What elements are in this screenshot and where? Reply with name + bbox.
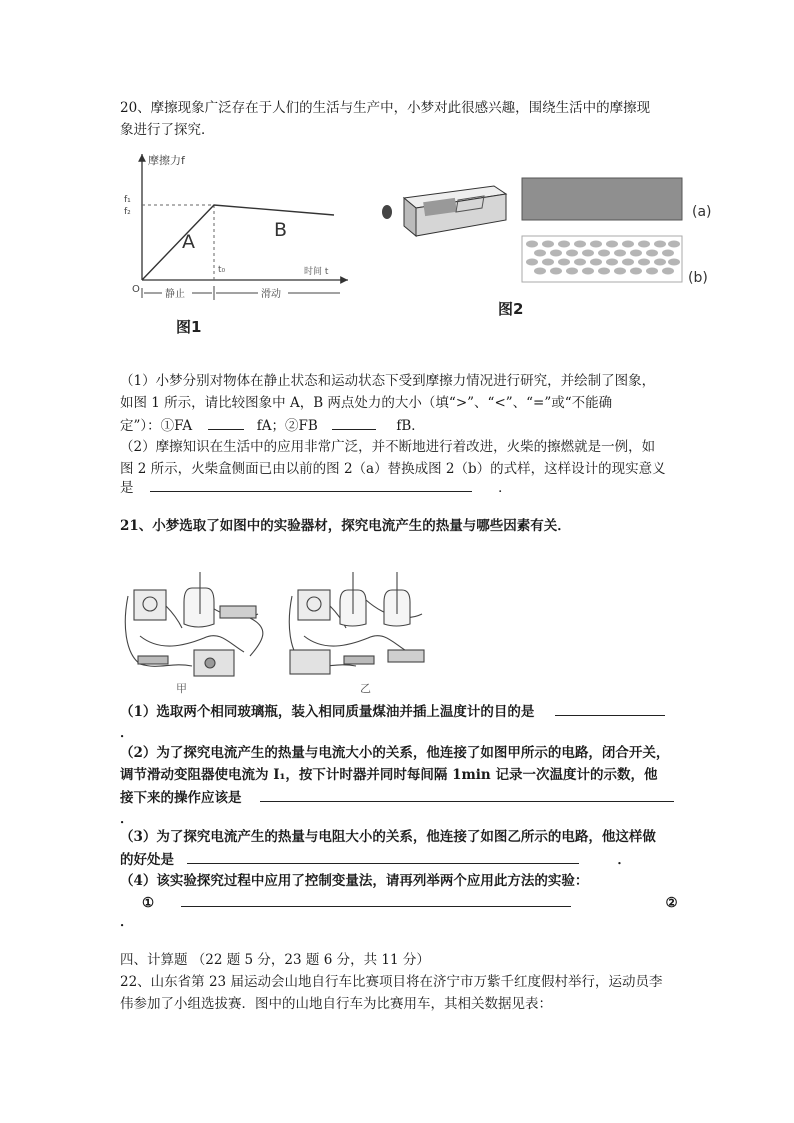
x-axis-label: 时间 t xyxy=(304,267,329,277)
match-head xyxy=(382,205,392,219)
q20-part1-line3 xyxy=(120,415,425,436)
answer-blank-fa[interactable] xyxy=(208,415,244,430)
y-axis-label: 摩擦力f xyxy=(148,154,185,167)
q22-line1: 22、山东省第 23 届运动会山地自行车比赛项目将在济宁市万紫千红度假村举行，运动员李 xyxy=(120,974,663,990)
q21-part2-line3 xyxy=(120,787,674,808)
f1-label: f₁ xyxy=(124,195,131,205)
figure-2-matchbox xyxy=(372,160,734,328)
q21-part3-prefix: 的好处是 xyxy=(120,852,174,868)
matchbox-image xyxy=(404,186,506,236)
striker-strip-a xyxy=(522,178,682,220)
q21-part1 xyxy=(120,701,665,722)
q21-part4-line1: （4）该实验探究过程中应用了控制变量法，请再列举两个应用此方法的实验： xyxy=(120,873,589,889)
figure-yi-label: 乙 xyxy=(360,682,371,695)
q20-part1-fb-end: fB． xyxy=(396,418,425,434)
q22-line2: 伟参加了小组选拔赛．图中的山地自行车为比赛用车，其相关数据见表： xyxy=(120,996,552,1012)
answer-blank-q21-1[interactable] xyxy=(555,701,665,716)
q21-part3-line1: （3）为了探究电流产生的热量与电阻大小的关系，他连接了如图乙所示的电路，他这样做 xyxy=(120,829,656,845)
q20-part2-prefix: 是 xyxy=(120,480,134,496)
circuit-jia xyxy=(125,572,263,676)
strip-a-label: (a) xyxy=(692,204,712,220)
q20-part1-fa-text: 定”）：①FA xyxy=(120,418,193,434)
q21-part2-end: ． xyxy=(120,811,134,827)
q20-part2-line1: （2）摩擦知识在生活中的应用非常广泛，并不断地进行着改进，火柴的擦燃就是一例，如 xyxy=(120,439,656,455)
figure-2-caption: 图2 xyxy=(498,300,524,318)
answer-blank-matchbox[interactable] xyxy=(150,477,472,492)
q20-part2-line2: 图 2 所示，火柴盒侧面已由以前的图 2（a）替换成图 2（b）的式样，这样设计的现实意义 xyxy=(120,461,666,477)
q21-part1-text: （1）选取两个相同玻璃瓶，装入相同质量煤油并插上温度计的目的是 xyxy=(120,704,535,720)
figure-jia-label: 甲 xyxy=(176,682,187,695)
q21-title: 21、小梦选取了如图中的实验器材，探究电流产生的热量与哪些因素有关． xyxy=(120,518,571,534)
q21-part3-line2 xyxy=(120,849,631,870)
point-a-label: A xyxy=(182,231,195,253)
answer-blank-q21-3[interactable] xyxy=(187,849,579,864)
q21-part1-end: ． xyxy=(120,725,134,741)
q21-part2-line1: （2）为了探究电流产生的热量与电流大小的关系，他连接了如图甲所示的电路，闭合开关， xyxy=(120,745,670,761)
point-b-label: B xyxy=(274,219,288,241)
q21-part2-line2: 调节滑动变阻器使电流为 I₁，按下计时器并同时每间隔 1min 记录一次温度计的示数，他 xyxy=(120,767,658,783)
section-4-heading: 四、计算题 （22 题 5 分，23 题 6 分，共 11 分） xyxy=(120,952,430,968)
f2-label: f₂ xyxy=(124,207,131,217)
q21-part4-line2 xyxy=(120,892,678,913)
q20-intro-line1: 20、摩擦现象广泛存在于人们的生活与生产中，小梦对此很感兴趣，围绕生活中的摩擦现 xyxy=(120,100,651,116)
figure-1-caption: 图1 xyxy=(176,318,202,336)
q21-part4-circle-1: ① xyxy=(142,895,155,911)
q20-intro-line2: 象进行了探究． xyxy=(120,122,215,138)
strip-b-label: (b) xyxy=(688,270,708,286)
static-region-label: 静止 xyxy=(165,289,185,300)
q21-part4-circle-2: ② xyxy=(665,895,678,911)
origin-label: O xyxy=(132,284,140,295)
figure-circuit-apparatus xyxy=(120,566,460,696)
q20-part1-fb-text: fA；②FB xyxy=(256,418,318,434)
q20-part1-line2: 如图 1 所示，请比较图象中 A，B 两点处力的大小（填“>”、“<”、“=”或“不能确 xyxy=(120,395,613,411)
q20-part1-line1: （1）小梦分别对物体在静止状态和运动状态下受到摩擦力情况进行研究，并绘制了图象， xyxy=(120,373,656,389)
answer-blank-q21-4a[interactable] xyxy=(181,892,571,907)
answer-blank-fb[interactable] xyxy=(332,415,376,430)
figure-1-friction-graph xyxy=(118,148,358,340)
q20-part2-end: ． xyxy=(498,480,512,496)
q20-part2-line3 xyxy=(120,477,512,498)
sliding-region-label: 滑动 xyxy=(261,289,281,300)
q21-part4-end: ． xyxy=(120,914,134,930)
circuit-yi xyxy=(289,572,424,674)
answer-blank-q21-2[interactable] xyxy=(260,787,674,802)
q21-part3-end: ． xyxy=(617,852,631,868)
t0-label: t₀ xyxy=(218,265,226,275)
q21-part2-prefix: 接下来的操作应该是 xyxy=(120,790,242,806)
